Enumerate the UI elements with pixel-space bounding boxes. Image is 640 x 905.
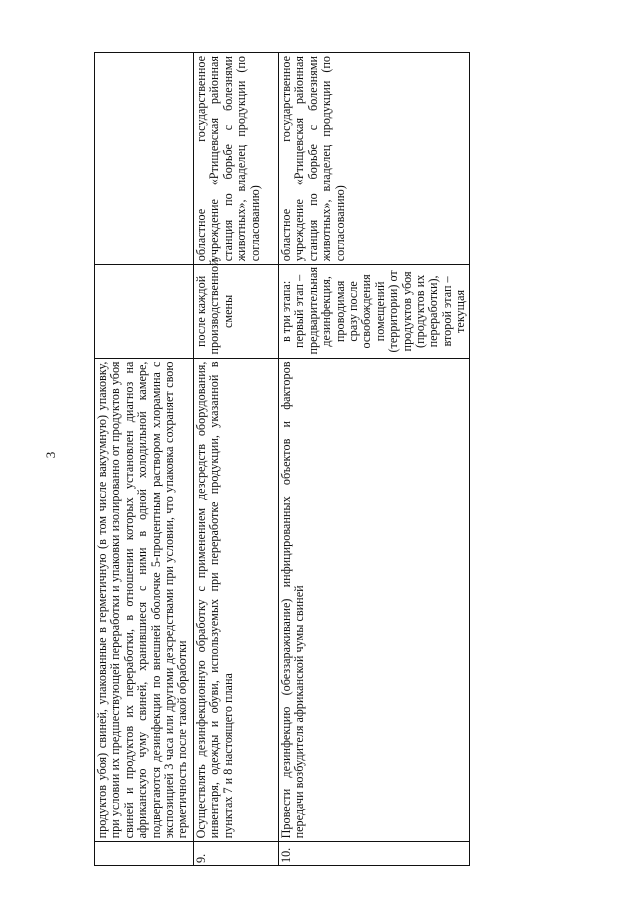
table-row	[194, 53, 279, 866]
term-text: в три этапа: первый этап – предварительная дезинфекция, проводимая сразу после освобождения помещений (территории) от продуктов убоя (продуктов их переработки), второй этап – текущая	[279, 265, 470, 358]
table-row	[279, 53, 470, 866]
row-number: 9.	[194, 842, 279, 866]
term-text: после каждой производственной смены	[194, 265, 279, 358]
measures-table	[94, 52, 468, 866]
measure-text: Провести дезинфекцию (обеззараживание) инфицированных объектов и факторов передачи возбудителя африканской чумы свиней	[279, 358, 470, 842]
term-text	[95, 265, 194, 358]
table-row	[95, 53, 194, 866]
measure-text: продуктов убоя) свиней, упакованные в герметичную (в том числе вакуумную) упаковку, при условии их предшествующей переработки и упаковки изолированно от продуктов убоя свиней и продуктов их переработки, в отношении которых установлен диагноз на африканскую чуму свиней, хранившиеся с ними в одной холодильной камере, подвергаются дезинфекции по внешней оболочке 5-процентным раствором хлорамина с экспозицией 3 часа или другими дезсредствами при условии, что упаковка сохраняет свою герметичность после такой обработки	[95, 358, 194, 842]
row-number: 10.	[279, 842, 470, 866]
executor-text: областное государственное учреждение «Ртищевская районная станция по борьбе с болезнями животных», владелец продукции (по согласованию)	[194, 53, 279, 265]
executor-text	[95, 53, 194, 265]
row-number	[95, 842, 194, 866]
executor-text: областное государственное учреждение «Ртищевская районная станция по борьбе с болезнями животных», владелец продукции (по согласованию)	[279, 53, 470, 265]
page-number: 3	[43, 451, 58, 459]
measure-text: Осуществлять дезинфекционную обработку с применением дезсредств оборудования, инвентаря, одежды и обуви, используемых при переработке продукции, указанной в пунктах 7 и 8 настоящего плана	[194, 358, 279, 842]
